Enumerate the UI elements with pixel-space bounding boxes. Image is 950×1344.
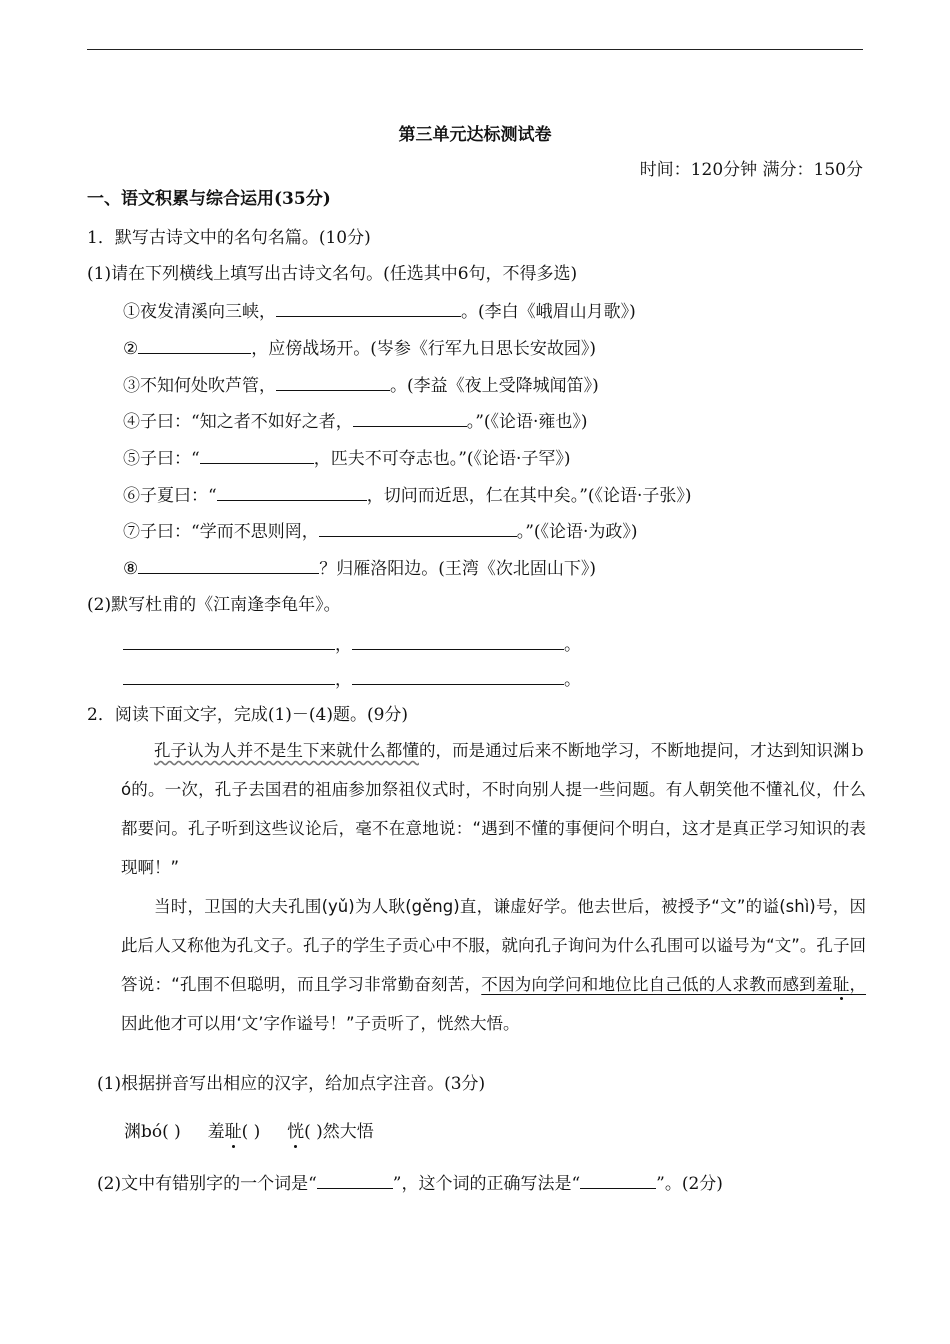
- question-1-part-2: (2)默写杜甫的《江南逢李龟年》。: [87, 595, 341, 615]
- answer-blank[interactable]: [200, 446, 314, 464]
- answer-blank[interactable]: [138, 336, 251, 354]
- fill-item-1: ①夜发清溪向三峡， 。(李白《峨眉山月歌》): [123, 299, 636, 324]
- answer-blank[interactable]: [123, 667, 335, 685]
- fill-item-8: ⑧ ？归雁洛阳边。(王湾《次北固山下》): [123, 556, 596, 581]
- answer-blank[interactable]: [352, 632, 564, 650]
- wavy-underlined-text: 孔子认为人并不是生下来就什么都懂: [154, 741, 419, 760]
- pinyin-items: 渊bó( ) 羞耻( ) 恍( )然大悟: [124, 1122, 374, 1142]
- answer-blank[interactable]: [276, 373, 390, 391]
- poem-line-1: ， 。: [123, 632, 581, 657]
- question-2-heading: 2．阅读下面文字，完成(1)－(4)题。(9分): [87, 705, 409, 725]
- dotted-char: 耻: [224, 1122, 242, 1142]
- answer-blank[interactable]: [138, 556, 319, 574]
- fill-item-3: ③不知何处吹芦管， 。(李益《夜上受降城闻笛》): [123, 373, 599, 398]
- fill-item-5: ⑤子曰：“ ，匹夫不可夺志也。”(《论语·子罕》): [123, 446, 571, 471]
- answer-blank[interactable]: [317, 1171, 393, 1189]
- answer-blank[interactable]: [276, 299, 461, 317]
- fill-item-4: ④子曰：“知之者不如好之者， 。”(《论语·雍也》): [123, 409, 588, 434]
- section-heading: 一、语文积累与综合运用(35分): [87, 189, 331, 209]
- answer-blank[interactable]: [319, 519, 517, 537]
- underlined-sentence: 不因为向学问和地位比自己低的人求教而感到羞耻，: [481, 975, 867, 994]
- fill-item-2: ② ，应傍战场开。(岑参《行军九日思长安故园》): [123, 336, 596, 361]
- question-2-sub-2: (2)文中有错别字的一个词是“ ”，这个词的正确写法是“ ”。(2分): [97, 1171, 723, 1196]
- question-1-part-1: (1)请在下列横线上填写出古诗文名句。(任选其中6句，不得多选): [87, 264, 578, 284]
- reading-passage: [121, 731, 866, 1043]
- fill-item-7: ⑦子曰：“学而不思则罔， 。”(《论语·为政》): [123, 519, 638, 544]
- question-2-sub-1: (1)根据拼音写出相应的汉字，给加点字注音。(3分): [97, 1074, 486, 1094]
- passage-paragraph-2: 当时，卫国的大夫孔围(yǔ)为人耿(gěng)直，谦虚好学。他去世后，被授予“文”的谥(shì)号，因此后人又称他为孔文子。孔子的学生子贡心中不服，就向孔子询问为什么孔围可以谥号为“文”。孔子回答说：“孔围不但聪明，而且学习非常勤奋刻苦，不因为向学问和地位比自己低的人求教而感到羞耻，因此他才可以用‘文’字作谥号！”子贡听了，恍然大悟。: [121, 897, 867, 1033]
- answer-blank[interactable]: [123, 632, 335, 650]
- exam-meta: 时间：120分钟 满分：150分: [639, 160, 863, 180]
- answer-blank[interactable]: [580, 1171, 656, 1189]
- page-title: 第三单元达标测试卷: [398, 125, 552, 145]
- poem-line-2: ， 。: [123, 667, 581, 692]
- question-1-heading: 1．默写古诗文中的名句名篇。(10分): [87, 228, 371, 248]
- top-rule: [87, 49, 863, 50]
- answer-blank[interactable]: [352, 667, 564, 685]
- passage-paragraph-1: 孔子认为人并不是生下来就什么都懂的，而是通过后来不断地学习，不断地提问，才达到知识渊ｂó的。一次，孔子去国君的祖庙参加祭祖仪式时，不时向别人提一些问题。有人朝笑他不懂礼仪，什么都要问。孔子听到这些议论后，毫不在意地说：“遇到不懂的事便问个明白，这才是真正学习知识的表现啊！”: [121, 741, 867, 877]
- fill-item-6: ⑥子夏曰：“ ，切问而近思，仁在其中矣。”(《论语·子张》): [123, 483, 692, 508]
- dotted-char: 恍: [287, 1122, 305, 1142]
- answer-blank[interactable]: [353, 409, 467, 427]
- answer-blank[interactable]: [217, 483, 367, 501]
